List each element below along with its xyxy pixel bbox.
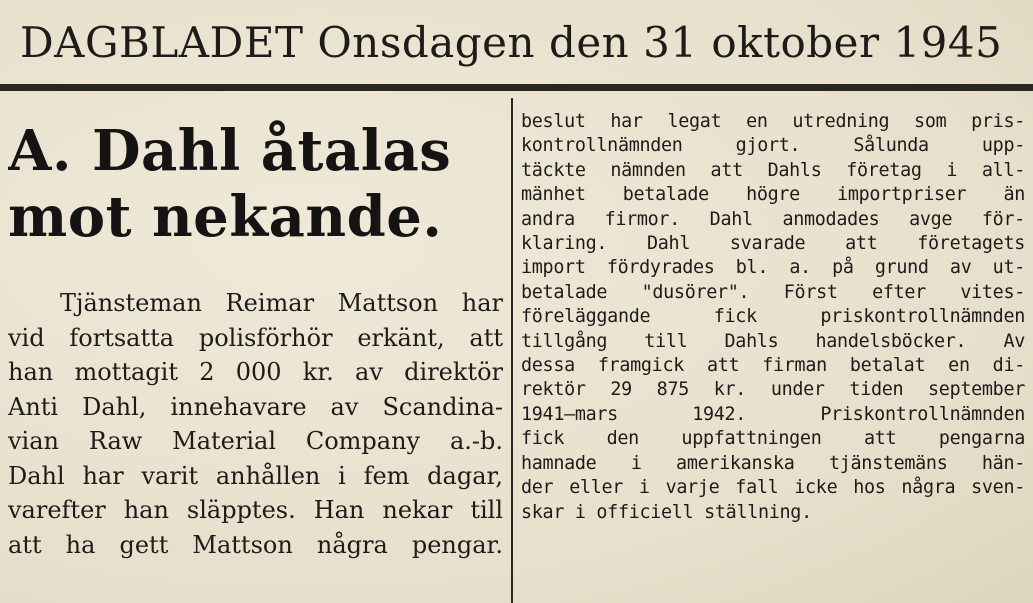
article-line: vid fortsatta polisförhör erkänt, att: [8, 323, 503, 352]
article-line: klaring. Dahl svarade att företagets: [521, 233, 1025, 255]
article-line: föreläggande fick priskontrollnämnden: [521, 306, 1025, 328]
article-line: han mottagit 2 000 kr. av direktör: [8, 358, 503, 386]
masthead-rule: [0, 84, 1033, 91]
article-line: Tjänsteman Reimar Mattson har: [60, 289, 503, 317]
left-article-body: [8, 286, 503, 562]
article-line: hamnade i amerikanska tjänstemäns hän-: [521, 452, 1025, 474]
headline-line-2: mot nekande.: [8, 184, 443, 250]
article-line: der eller i varje fall icke hos några sven-: [521, 477, 1025, 499]
article-line: att ha gett Mattson några pengar.: [8, 530, 503, 559]
article-line: andra firmor. Dahl anmodades avge för-: [521, 208, 1025, 230]
article-line: rektör 29 875 kr. under tiden september: [521, 379, 1025, 401]
article-line: Anti Dahl, innehavare av Scandina-: [8, 392, 503, 421]
article-line: fick den uppfattningen att pengarna: [521, 428, 1025, 450]
article-line: mänhet betalade högre importpriser än: [521, 184, 1025, 206]
article-line: Dahl har varit anhållen i fem dagar,: [8, 461, 503, 490]
article-line: varefter han släpptes. Han nekar till: [8, 496, 503, 524]
column-divider: [511, 98, 513, 603]
article-line: täckte nämnden att Dahls företag i all-: [521, 159, 1025, 181]
article-line: tillgång till Dahls handelsböcker. Av: [521, 330, 1025, 352]
article-line: skar i officiell ställning.: [521, 501, 812, 523]
headline: [8, 118, 503, 250]
article-line: betalade "dusörer". Först efter vites-: [521, 281, 1025, 303]
article-line: dessa framgick att firman betalat en di-: [521, 355, 1025, 377]
right-column: [521, 110, 1025, 603]
article-line: beslut har legat en utredning som pris-: [521, 111, 1025, 132]
masthead: DAGBLADET Onsdagen den 31 oktober 1945: [20, 18, 1003, 67]
left-column: [8, 118, 503, 603]
article-line: vian Raw Material Company a.-b.: [8, 427, 503, 455]
article-line: import fördyrades bl. a. på grund av ut-: [521, 257, 1025, 279]
article-line: 1941—mars 1942. Priskontrollnämnden: [521, 403, 1025, 425]
article-line: kontrollnämnden gjort. Sålunda upp-: [521, 135, 1025, 157]
headline-line-1: A. Dahl åtalas: [8, 118, 452, 184]
